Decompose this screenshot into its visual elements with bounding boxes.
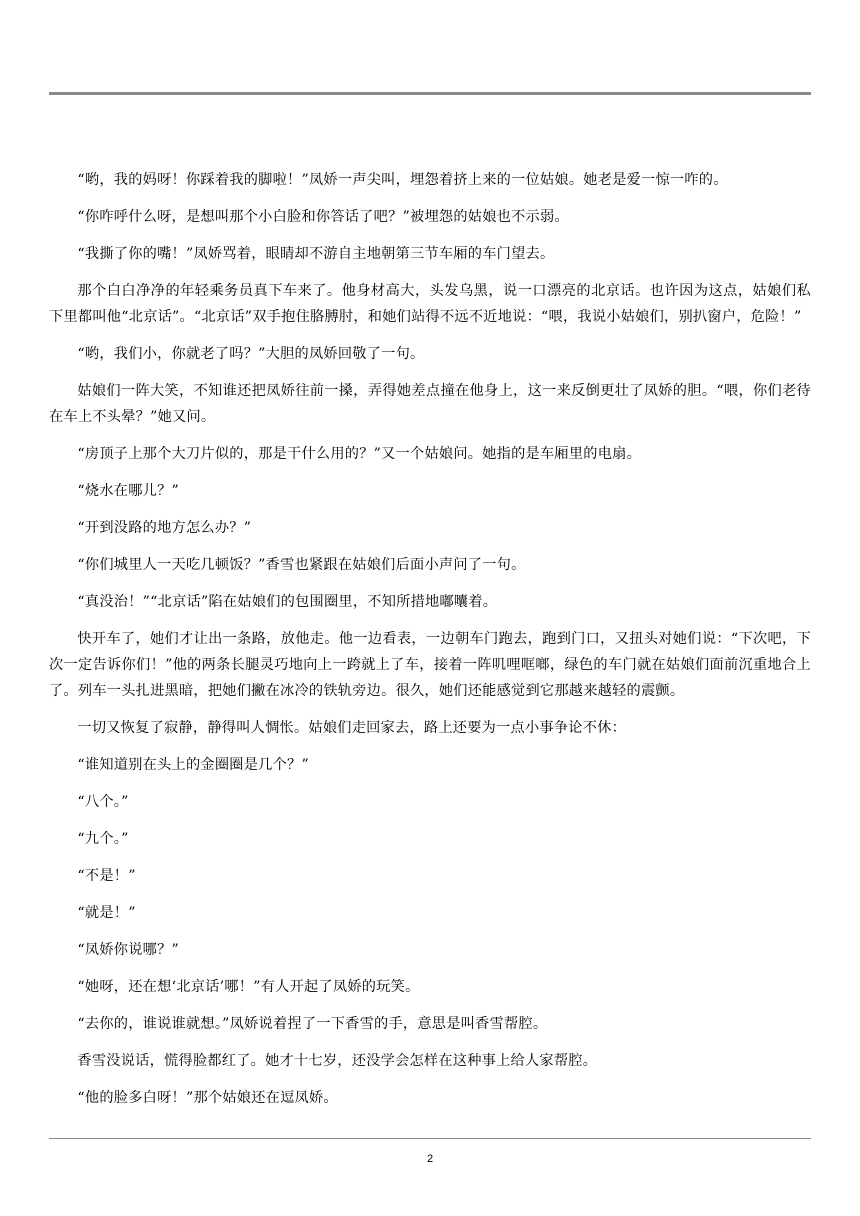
paragraph: “你咋呼什么呀，是想叫那个小白脸和你答话了吧？”被埋怨的姑娘也不示弱。 <box>77 209 569 225</box>
paragraph: 那个白白净净的年轻乘务员真下车来了。他身材高大，头发乌黑，说一口漂亮的北京话。也许因为这点，姑娘们私下里都叫他“北京话”。“北京话”双手抱住胳膊肘，和她们站得不远不近地说：“喂，我说小姑娘们，别扒窗户，危险！” <box>49 283 811 325</box>
paragraph: “九个。” <box>77 831 129 847</box>
paragraph: “开到没路的地方怎么办？” <box>77 520 252 536</box>
paragraph: “你们城里人一天吃几顿饭？”香雪也紧跟在姑娘们后面小声问了一句。 <box>77 557 526 573</box>
paragraph: “哟，我的妈呀！你踩着我的脚啦！”凤娇一声尖叫，埋怨着挤上来的一位姑娘。她老是爱一惊一咋的。 <box>77 172 728 188</box>
paragraph: “八个。” <box>77 794 129 810</box>
paragraph: “凤娇你说哪？” <box>77 942 180 958</box>
paragraph: “我撕了你的嘴！”凤娇骂着，眼睛却不游自主地朝第三节车厢的车门望去。 <box>77 246 555 262</box>
paragraph: “去你的，谁说谁就想。”凤娇说着捏了一下香雪的手，意思是叫香雪帮腔。 <box>77 1016 548 1032</box>
paragraph: 快开车了，她们才让出一条路，放他走。他一边看表，一边朝车门跑去，跑到门口，又扭头对她们说：“下次吧，下次一定告诉你们！”他的两条长腿灵巧地向上一跨就上了车，接着一阵叽哩哐啷，绿色的车门就在姑娘们面前沉重地合上了。列车一头扎进黑暗，把她们撇在冰冷的铁轨旁边。很久，她们还能感觉到它那越来越轻的震颤。 <box>49 631 811 699</box>
paragraph: “谁知道别在头上的金圈圈是几个？” <box>77 757 309 773</box>
paragraph: “真没治！”“北京话”陷在姑娘们的包围圈里，不知所措地嘟囔着。 <box>77 594 498 610</box>
paragraph: “他的脸多白呀！”那个姑娘还在逗凤娇。 <box>77 1090 338 1106</box>
paragraph: 姑娘们一阵大笑，不知谁还把凤娇往前一搡，弄得她差点撞在他身上，这一来反倒更壮了凤娇的胆。“喂，你们老待在车上不头晕？”她又问。 <box>49 383 811 425</box>
paragraph: “房顶子上那个大刀片似的，那是干什么用的？”又一个姑娘问。她指的是车厢里的电扇。 <box>77 446 642 462</box>
paragraph: 香雪没说话，慌得脸都红了。她才十七岁，还没学会怎样在这种事上给人家帮腔。 <box>77 1053 598 1069</box>
footer-rule <box>49 1138 811 1139</box>
paragraph: “烧水在哪儿？” <box>77 483 180 499</box>
paragraph: “不是！” <box>77 868 136 884</box>
document-body <box>49 167 811 1122</box>
paragraph: “她呀，还在想‘北京话’哪！”有人开起了凤娇的玩笑。 <box>77 979 420 995</box>
paragraph: 一切又恢复了寂静，静得叫人惆怅。姑娘们走回家去，路上还要为一点小事争论不休： <box>77 720 627 736</box>
page-number: 2 <box>426 1153 434 1165</box>
paragraph: “就是！” <box>77 905 136 921</box>
header-rule <box>49 92 811 95</box>
paragraph: “哟，我们小，你就老了吗？”大胆的凤娇回敬了一句。 <box>77 346 425 362</box>
